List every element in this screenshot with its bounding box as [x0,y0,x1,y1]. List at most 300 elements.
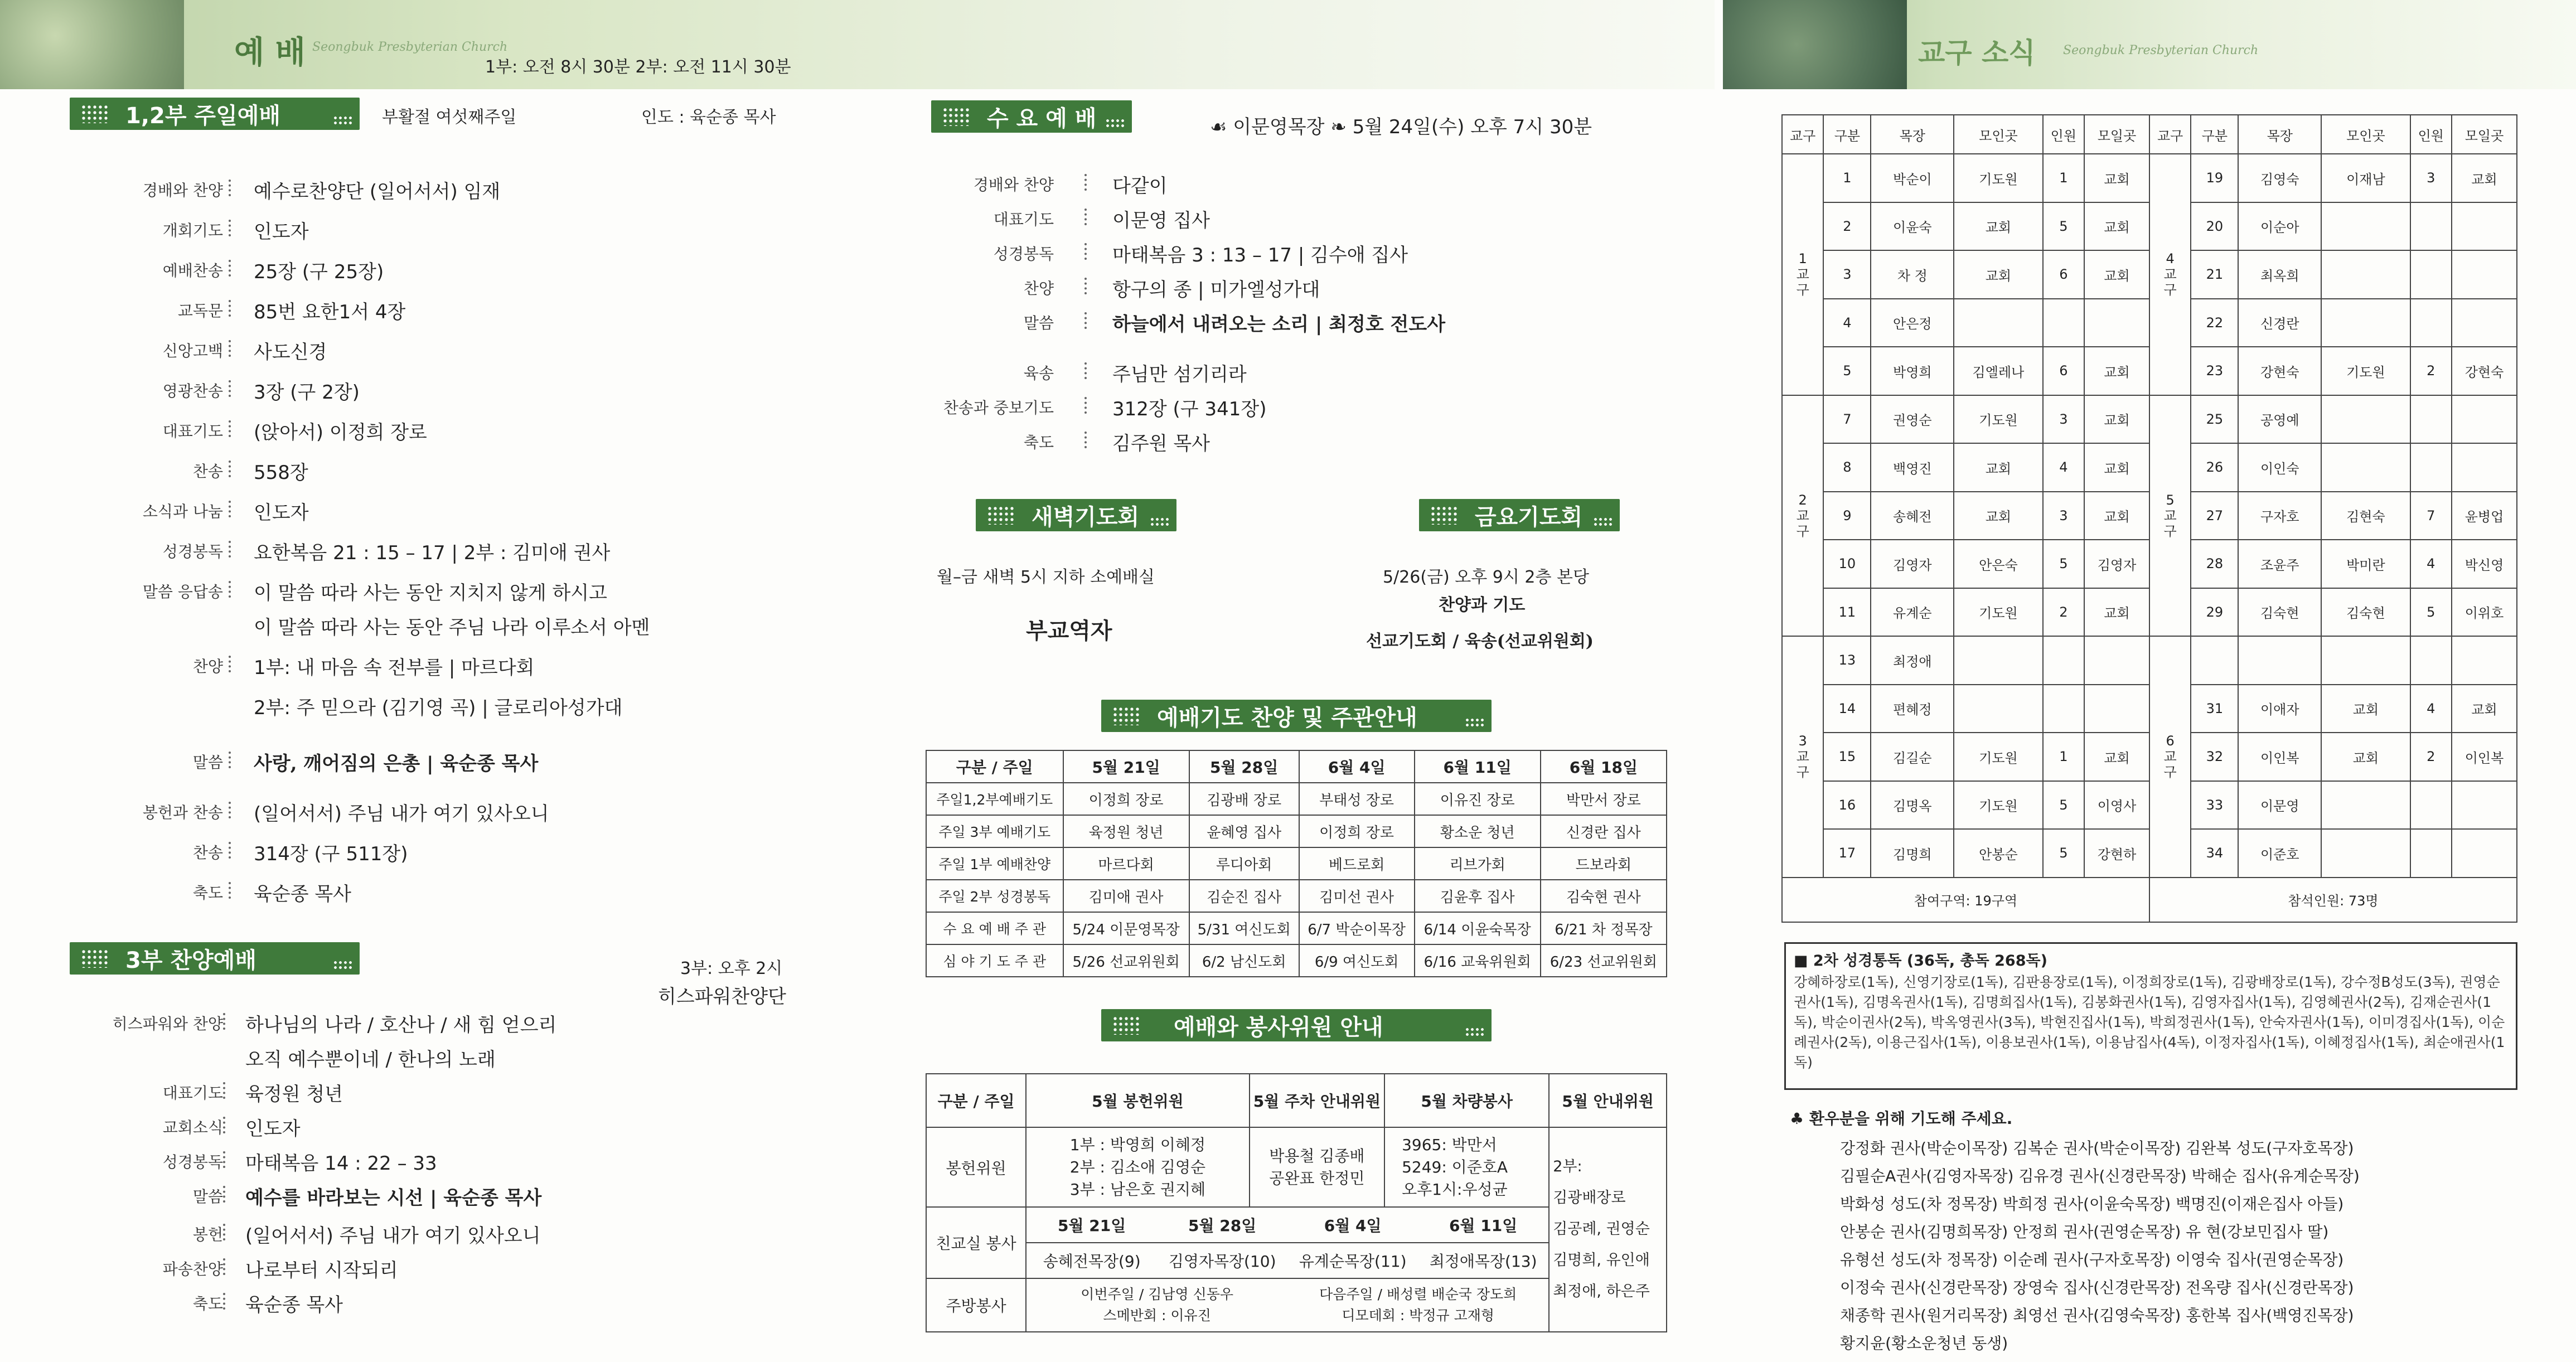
duty-heading: 예배기도 찬양 및 주관안내 [1101,700,1492,732]
dots-icon [942,107,970,126]
parish-header: 교구 [2149,115,2191,154]
parish-cell: 김영자 [1871,540,1954,588]
colon-divider [1084,209,1088,225]
order-label: 말씀 [192,1187,223,1206]
parish-cell [2410,202,2452,251]
colon-divider [229,581,232,598]
parish-cell [2321,299,2410,347]
table-row [926,815,1667,847]
parish-footer-left: 참여구역: 19구역 [1782,878,2149,922]
order-value: 주님만 섬기리라 [1112,363,1247,386]
parish-footer-right: 참석인원: 73명 [2149,878,2517,922]
parish-cell [2321,443,2410,492]
service-header: 구분 / 주일 [926,1074,1026,1127]
duty-cell: 김미선 권사 [1299,880,1415,912]
parish-cell: 교회 [1954,250,2042,299]
parish-cell: 기도원 [2321,347,2410,395]
order-label: 축도 [1023,433,1054,452]
order-value: (앉아서) 이정희 장로 [254,421,427,444]
duty-header: 6월 18일 [1541,750,1667,783]
table-row [1782,636,2517,685]
duty-cell: 6/23 선교위원회 [1541,944,1667,977]
parish-cell: 26 [2191,443,2238,492]
dawn-heading: 새벽기도회 [976,499,1176,531]
order-value: (일어서서) 주님 내가 여기 있사오니 [245,1225,541,1247]
parish-cell: 교회 [2084,492,2149,540]
parish-cell: 10 [1823,540,1871,588]
parish-cell: 기도원 [1954,154,2042,202]
parish-cell: 27 [2191,492,2238,540]
parish-cell: 김명희 [1871,829,1954,878]
table-row [926,783,1667,815]
duty-cell: 주일 3부 예배기도 [926,815,1063,847]
duty-header: 5월 28일 [1189,750,1299,783]
parish-header: 구분 [2191,115,2238,154]
colon-divider [229,461,232,477]
parish-cell [2043,299,2084,347]
parish-cell [2321,636,2410,685]
parish-header: 교구 [1782,115,1823,154]
parish-header: 구분 [1823,115,1871,154]
parish-cell: 기도원 [1954,395,2042,444]
order-value: 1부: 내 마음 속 전부를 | 마르다회 [254,657,535,679]
parish-cell [2321,781,2410,830]
order-label: 경배와 찬양 [973,176,1054,194]
duty-cell: 박만서 장로 [1541,783,1667,815]
duty-cell: 황소운 청년 [1415,815,1541,847]
parish-header: 모일곳 [2452,115,2517,154]
order-label: 영광찬송 [162,382,223,400]
parish-cell: 이순아 [2238,202,2321,251]
kitchen-service-label: 주방봉사 [926,1278,1026,1332]
parish-cell [2084,636,2149,685]
parish-cell: 박영희 [1871,347,1954,395]
parking-cell: 박용철 김종배 공완표 한정민 [1250,1127,1384,1208]
parish-cell: 박미란 [2321,540,2410,588]
duty-cell: 6/21 차 정목장 [1541,912,1667,944]
parish-cell: 5 [2043,781,2084,830]
dots-icon [987,506,1015,525]
prayer-line: 이정숙 권사(신경란목장) 장영숙 집사(신경란목장) 전옥량 집사(신경란목장) [1840,1278,2354,1297]
parish-header: 목장 [2238,115,2321,154]
parish-cell: 교회 [2084,347,2149,395]
parish-cell [2410,636,2452,685]
parish-cell: 교회 [2321,733,2410,781]
parish-cell: 교회 [2452,154,2517,202]
parish-cell [2452,636,2517,685]
parish-cell: 14 [1823,685,1871,733]
colon-divider [229,220,232,236]
parish-cell: 11 [1823,588,1871,637]
order-label: 개회기도 [162,221,223,240]
parish-cell: 강현숙 [2238,347,2321,395]
parish-cell [2452,829,2517,878]
parish-cell [2321,395,2410,444]
parish-cell: 4 [2410,685,2452,733]
order-label: 찬송 [192,462,223,481]
worship-subtitle: Seongbuk Presbyterian Church [312,40,508,54]
parish-cell: 16 [1823,781,1871,830]
parish-group: 1 교 구 [1782,154,1823,395]
duty-cell: 주일 2부 성경봉독 [926,880,1063,912]
guide-cell: 2부: 김광배장로 김공례, 권영순 김명희, 유인애 최정애, 하은주 [1549,1127,1667,1332]
kitchen-values: 송혜전목장(9) 김영자목장(10) 유계순목장(11) 최정애목장(13) [1026,1243,1549,1278]
parish-table [1781,114,2517,923]
colon-divider [223,1117,226,1133]
parish-cell: 25 [2191,395,2238,444]
order-value: 558장 [254,462,308,484]
colon-divider [229,260,232,277]
prayer-line: 황지윤(황소운청년 동생) [1840,1334,2008,1353]
parish-cell: 유계순 [1871,588,1954,637]
order-label: 소식과 나눔 [142,502,223,521]
parish-cell: 기도원 [1954,588,2042,637]
service-header: 5월 차량봉사 [1384,1074,1549,1127]
order-label: 육송 [1023,364,1054,382]
parish-cell: 김숙현 [2321,588,2410,637]
parish-group: 6 교 구 [2149,636,2191,878]
duty-cell: 심 야 기 도 주 관 [926,944,1063,977]
parish-cell: 안은정 [1871,299,1954,347]
parish-cell: 22 [2191,299,2238,347]
order-label: 찬송 [192,844,223,862]
duty-table [926,750,1667,977]
duty-cell: 6/7 박순이목장 [1299,912,1415,944]
colon-divider [229,842,232,859]
duty-cell: 5/31 여신도회 [1189,912,1299,944]
parish-cell: 기도원 [1954,781,2042,830]
duty-header: 구분 / 주일 [926,750,1063,783]
order-value: 85번 요한1서 4장 [254,301,406,323]
parish-cell: 공영예 [2238,395,2321,444]
parish-cell: 교회 [2084,443,2149,492]
colon-divider [223,1013,226,1030]
vehicle-cell: 3965: 박만서 5249: 이준호A 오후1시:우성균 [1384,1127,1549,1208]
parish-cell: 17 [1823,829,1871,878]
colon-divider [229,501,232,517]
dawn-line2: 부교역자 [1026,618,1112,644]
parish-header: 모인곳 [1954,115,2042,154]
parish-banner [1723,0,2576,89]
order-label: 교독문 [177,302,223,320]
candle-image [0,0,184,89]
parish-cell: 28 [2191,540,2238,588]
table-row [926,912,1667,944]
parish-cell: 교회 [1954,492,2042,540]
parish-cell: 1 [2043,733,2084,781]
duty-cell: 육정원 청년 [1063,815,1189,847]
parish-cell: 13 [1823,636,1871,685]
colon-divider [1084,432,1088,448]
duty-cell: 주일1,2부예배기도 [926,783,1063,815]
order-value: 예수를 바라보는 시선 | 육순종 목사 [245,1187,542,1209]
duty-header: 6월 11일 [1415,750,1541,783]
duty-cell: 6/2 남신도회 [1189,944,1299,977]
colon-divider [229,380,232,397]
parish-cell: 3 [2410,154,2452,202]
colon-divider [229,420,232,437]
parish-header: 모일곳 [2084,115,2149,154]
dots-icon [1150,517,1169,527]
order-value: 오직 예수뿐이네 / 한나의 노래 [245,1049,496,1071]
colon-divider [229,541,232,558]
colon-divider [229,802,232,818]
parish-cell: 이위호 [2452,588,2517,637]
order-value: 314장 (구 511장) [254,843,408,865]
parish-cell: 백영진 [1871,443,1954,492]
parish-cell: 7 [1823,395,1871,444]
kitchen-dates: 5월 21일 5월 28일 6월 4일 6월 11일 [1026,1207,1549,1243]
order-label: 대표기도 [162,422,223,440]
parish-cell [2043,636,2084,685]
order-label: 축도 [192,1295,223,1313]
parish-cell: 4 [1823,299,1871,347]
worship-banner [0,0,1715,89]
parish-cell [2452,250,2517,299]
parish-cell: 최정애 [1871,636,1954,685]
parish-cell: 김현숙 [2321,492,2410,540]
duty-cell: 김순진 집사 [1189,880,1299,912]
order-label: 교회소식 [162,1118,223,1137]
duty-cell: 6/16 교육위원회 [1415,944,1541,977]
worship12-leader: 인도 : 육순종 목사 [641,108,776,127]
flower-image [1723,0,1907,89]
order-value: 3장 (구 2장) [254,381,360,404]
order-label: 대표기도 [993,210,1054,229]
parish-cell: 31 [2191,685,2238,733]
dots-icon [1112,1016,1140,1035]
worship12-occasion: 부활절 여섯째주일 [382,108,517,127]
order-value: 김주원 목사 [1112,433,1210,455]
kitchen-service-cell: 이번주일 / 김남영 신동우 스메반회 : 이유진 다음주일 / 배성렬 배순국 장도희 디모데회 : 박정규 고재형 [1026,1278,1549,1332]
duty-header: 6월 4일 [1299,750,1415,783]
duty-cell: 부태성 장로 [1299,783,1415,815]
colon-divider [229,882,232,899]
parish-group: 3 교 구 [1782,636,1823,878]
prayer-list [1840,1135,2360,1358]
parish-cell: 2 [1823,202,1871,251]
dots-icon [1105,118,1124,128]
table-row [926,880,1667,912]
parish-cell: 김길순 [1871,733,1954,781]
order-label: 히스파워와 찬양 [112,1015,223,1033]
parish-cell: 김영숙 [2238,154,2321,202]
parish-cell: 윤병업 [2452,492,2517,540]
order-value: 사도신경 [254,341,327,363]
table-row [926,847,1667,880]
order-label: 대표기도 [162,1084,223,1102]
parish-cell: 이문영 [2238,781,2321,830]
order-label: 봉헌 [192,1225,223,1244]
order-value: (일어서서) 주님 내가 여기 있사오니 [254,803,549,825]
prayer-title: ♣ 환우분을 위해 기도해 주세요. [1790,1109,2013,1128]
colon-divider [223,1224,226,1240]
order-value: 2부: 주 믿으라 (김기영 곡) | 글로리아성가대 [254,697,623,719]
order-label: 말씀 [1023,314,1054,332]
dots-icon [1465,1027,1484,1037]
parish-cell [2452,299,2517,347]
parish-cell: 박순이 [1871,154,1954,202]
duty-cell: 6/14 이윤숙목장 [1415,912,1541,944]
duty-cell: 이정희 장로 [1299,815,1415,847]
prayer-line: 강정화 권사(박순이목장) 김복순 권사(박순이목장) 김완복 성도(구자호목장) [1840,1139,2354,1157]
worship3-team: 히스파워찬양단 [658,986,786,1008]
service-header: 5월 주차 안내위원 [1250,1074,1384,1127]
wednesday-info: ☙ 이문영목장 ❧ 5월 24일(수) 오후 7시 30분 [1210,116,1592,138]
parish-subtitle: Seongbuk Presbyterian Church [2063,43,2259,57]
order-label: 성경봉독 [993,245,1054,263]
parish-cell: 교회 [2321,685,2410,733]
parish-cell: 29 [2191,588,2238,637]
duty-cell: 이유진 장로 [1415,783,1541,815]
parish-cell: 최옥희 [2238,250,2321,299]
parish-cell: 이준호 [2238,829,2321,878]
order-label: 찬양 [192,657,223,676]
parish-cell [2410,250,2452,299]
colon-divider [223,1082,226,1099]
order-value: 하늘에서 내려오는 소리 | 최정호 전도사 [1112,313,1446,336]
parish-cell [2321,202,2410,251]
parish-cell: 3 [1823,250,1871,299]
parish-cell: 2 [2410,347,2452,395]
order-value: 인도자 [245,1118,301,1140]
parish-header: 인원 [2043,115,2084,154]
parish-cell: 안봉순 [1954,829,2042,878]
worship-times: 1부: 오전 8시 30분 2부: 오전 11시 30분 [485,57,791,77]
duty-cell: 김윤후 집사 [1415,880,1541,912]
order-value: 마태복음 3 : 13 – 17 | 김수애 집사 [1112,244,1408,266]
parish-title: 교구 소식 [1918,36,2036,69]
colon-divider [223,1258,226,1275]
duty-cell: 수 요 예 배 주 관 [926,912,1063,944]
duty-cell: 베드로회 [1299,847,1415,880]
parish-cell [2238,636,2321,685]
colon-divider [229,656,232,672]
parish-cell: 4 [2043,443,2084,492]
duty-cell: 리브가회 [1415,847,1541,880]
parish-cell: 김엘레나 [1954,347,2042,395]
parish-cell [2452,781,2517,830]
order-value: 육순종 목사 [254,883,352,905]
order-label: 축도 [192,884,223,902]
parish-cell [2043,685,2084,733]
parish-cell: 강현숙 [2452,347,2517,395]
table-row [926,944,1667,977]
parish-cell: 21 [2191,250,2238,299]
order-label: 신앙고백 [162,342,223,360]
parish-cell: 권영순 [1871,395,1954,444]
worship3-heading: 3부 찬양예배 [70,942,360,975]
colon-divider [1084,312,1088,329]
colon-divider [229,752,232,768]
service-header: 5월 봉헌위원 [1026,1074,1250,1127]
parish-header: 인원 [2410,115,2452,154]
parish-cell: 조윤주 [2238,540,2321,588]
parish-cell: 7 [2410,492,2452,540]
parish-cell [2410,781,2452,830]
duty-cell: 6/9 여신도회 [1299,944,1415,977]
service-heading: 예배와 봉사위원 안내 [1101,1009,1492,1041]
parish-cell: 김영자 [2084,540,2149,588]
parish-cell: 33 [2191,781,2238,830]
parish-group: 5 교 구 [2149,395,2191,637]
parish-cell: 교회 [2084,588,2149,637]
parish-cell: 34 [2191,829,2238,878]
offering-cell: 1부 : 박영희 이혜정 2부 : 김소애 김영순 3부 : 남은호 권지혜 [1026,1127,1250,1208]
service-table [926,1073,1667,1332]
parish-cell: 교회 [2084,395,2149,444]
parish-cell: 5 [2043,829,2084,878]
colon-divider [223,1186,226,1203]
duty-cell: 5/26 선교위원회 [1063,944,1189,977]
colon-divider [223,1293,226,1310]
order-label: 찬양 [1023,279,1054,298]
colon-divider [229,180,232,196]
parish-cell [2410,299,2452,347]
dots-icon [81,104,109,123]
bible-reading-box [1784,942,2517,1090]
duty-cell: 김숙현 권사 [1541,880,1667,912]
parish-cell: 3 [2043,492,2084,540]
parish-cell: 5 [2043,202,2084,251]
order-value: 예수로찬양단 (일어서서) 임재 [254,181,501,203]
order-label: 예배찬송 [162,261,223,280]
order-label: 성경봉독 [162,542,223,561]
prayer-line: 김필순A권사(김영자목장) 김유경 권사(신경란목장) 박해순 집사(유계순목장) [1840,1167,2360,1185]
parish-group: 4 교 구 [2149,154,2191,395]
duty-cell: 마르다회 [1063,847,1189,880]
parish-cell: 안은숙 [1954,540,2042,588]
table-row [1782,154,2517,202]
worship12-heading: 1,2부 주일예배 [70,98,360,130]
parish-cell: 이인복 [2238,733,2321,781]
parish-cell [2410,395,2452,444]
parish-cell: 교회 [2084,202,2149,251]
parish-cell: 김명옥 [1871,781,1954,830]
parish-cell [2452,202,2517,251]
colon-divider [1084,397,1088,414]
order-value: 마태복음 14 : 22 – 33 [245,1152,437,1175]
order-value: 하나님의 나라 / 호산나 / 새 힘 얻으리 [245,1014,557,1036]
dots-icon [333,115,352,125]
parish-cell: 4 [2410,540,2452,588]
order-value: 나로부터 시작되리 [245,1259,398,1282]
friday-line2: 찬양과 기도 [1439,595,1526,615]
bible-reading-title: ■ 2차 성경통독 (36독, 총독 268독) [1794,952,2047,970]
dawn-line1: 월–금 새벽 5시 지하 소예배실 [937,568,1155,587]
duty-cell: 이정희 장로 [1063,783,1189,815]
parish-cell: 6 [2043,250,2084,299]
parish-cell: 김숙현 [2238,588,2321,637]
duty-cell: 신경란 집사 [1541,815,1667,847]
duty-cell: 주일 1부 예배찬양 [926,847,1063,880]
parish-header: 목장 [1871,115,1954,154]
parish-cell: 6 [2043,347,2084,395]
dots-icon [81,949,109,968]
order-label: 말씀 응답송 [142,583,223,601]
order-value: 육정원 청년 [245,1083,343,1106]
parish-cell: 차 정 [1871,250,1954,299]
friday-line3: 선교기도회 / 육송(선교위원회) [1366,632,1594,651]
parish-cell: 이영사 [2084,781,2149,830]
parish-cell: 15 [1823,733,1871,781]
order-value: 인도자 [254,502,309,524]
duty-header: 5월 21일 [1063,750,1189,783]
parish-cell [2452,443,2517,492]
parish-cell: 8 [1823,443,1871,492]
duty-cell: 드보라회 [1541,847,1667,880]
dots-icon [1593,517,1612,527]
